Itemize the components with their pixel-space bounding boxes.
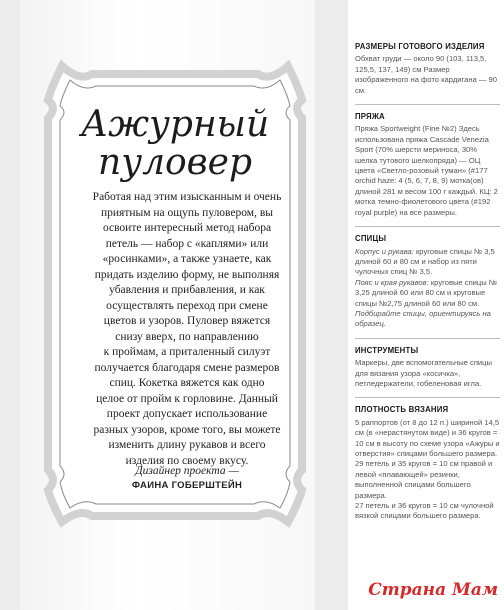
yarn-section (355, 112, 500, 218)
title-line-2: пуловер (98, 142, 252, 183)
gauge-section (355, 405, 500, 521)
intro-line: убавления и прибавления, и как (109, 284, 265, 296)
designer-name: ФАИНА ГОБЕРШТЕЙН (131, 480, 243, 491)
intro-line: «росинками», а также узнаете, как (102, 253, 272, 265)
gauge-text-3: 27 петель и 36 кругов = 10 см чулочной вязкой спицами большего размера. (355, 501, 494, 521)
needles-trim (355, 278, 500, 309)
intro-line: снизу вверх, по направлению (115, 330, 259, 343)
needles-body-text: круговые спицы № 3,5 длиной 60 и 80 см и набор из пяти чулочных спиц № 3,5. (355, 246, 495, 277)
intro-line: цветов и узоров. Пуловер вяжется (103, 315, 271, 327)
gauge-text-2: 29 петель и 35 кругов = 10 см правой и левой «плавающей» резинки, выполненной спицами большего размера. (355, 459, 493, 500)
intro-line: проект допускает использование (106, 408, 268, 420)
gauge-heading: ПЛОТНОСТЬ ВЯЗАНИЯ (355, 405, 449, 415)
needles-heading: СПИЦЫ (355, 234, 387, 244)
tools-text: Маркеры, две вспомогательные спицы для вязания узора «косичка», петледержатели, гобеленовая игла. (355, 358, 492, 388)
designer-credit (82, 464, 292, 493)
needles-trim-text: круговые спицы № 3,25 длиной 60 или 80 см и круговые спицы №2,75 длиной 60 или 80 см. (355, 277, 497, 308)
intro-line: осуществлять переход при смене (106, 299, 268, 312)
site-watermark: Страна Мам (368, 580, 498, 600)
intro-line: Работая над этим изысканным и очень (92, 191, 282, 203)
tools-heading: ИНСТРУМЕНТЫ (355, 345, 419, 355)
needles-body (355, 247, 500, 278)
intro-line: изделия по своему вкусу. (125, 454, 249, 467)
yarn-text: Пряжа Sportweight (Fine №2) Здесь использована пряжа Cascade Venezia Sport (70% шерсти мериноса, 30% шелка тутового шелкопряда) — ОЦ цвета «Светло-розовый туман» (#177 orchid haze: 4 (5, 6, 7, 8, 9) моткa(ов) длиной 281 м весом 100 г каждый. КЦ: 2 мотка темно-фиолетового цвета (#192 royal purple) на все размеры. (355, 124, 498, 217)
divider (355, 226, 500, 227)
needles-section (355, 234, 500, 330)
divider (355, 338, 500, 339)
yarn-heading: ПРЯЖА (355, 112, 385, 122)
sizes-text: Обхват груди — около 90 (103, 113,5, 125,5, 137, 149) см Размер изображенного на фото кардигана — 90 см. (355, 54, 498, 95)
divider (355, 397, 500, 398)
intro-line: петель — набор с «каплями» или (105, 237, 269, 250)
tools-section (355, 346, 500, 390)
needles-note: Подбирайте спицы, ориентируясь на образец. (355, 308, 491, 329)
specs-sidebar (355, 42, 500, 530)
intro-text (82, 190, 292, 469)
designer-role: Дизайнер проекта — (135, 465, 239, 477)
intro-line: получается благодаря смене размеров (94, 361, 280, 374)
intro-line: к проймам, а приталенный силуэт (103, 346, 271, 358)
needles-trim-label: Пояс и края рукавов: (355, 277, 429, 287)
sizes-heading: РАЗМЕРЫ ГОТОВОГО ИЗДЕЛИЯ (355, 42, 485, 51)
title-line-1: Ажурный (80, 104, 270, 145)
intro-line: целое от пройм к горловине. Данный (96, 392, 278, 405)
gauge-text-1: 5 раппортов (от 8 до 12 п.) шириной 14,5 см (в «нерастянутом виде) и 36 кругов = 10 см в высоту по схеме узора «Ажуры и отверстия» спицами большего размера. (355, 417, 500, 458)
intro-line: освоите интересный метод набора (102, 222, 272, 234)
intro-line: разных узоров, кроме того, вы можете (93, 423, 281, 436)
sizes-section (355, 42, 500, 96)
intro-line: придать изделию форму, не выполняя (94, 268, 280, 281)
intro-line: спиц. Кокетка вяжется как одно (109, 377, 265, 389)
intro-line: изменить длину рукавов и всего (108, 439, 266, 451)
intro-line: приятным на ощупь пуловером, вы (101, 206, 273, 219)
needles-body-label: Корпус и рукава: (355, 246, 414, 256)
divider (355, 104, 500, 105)
